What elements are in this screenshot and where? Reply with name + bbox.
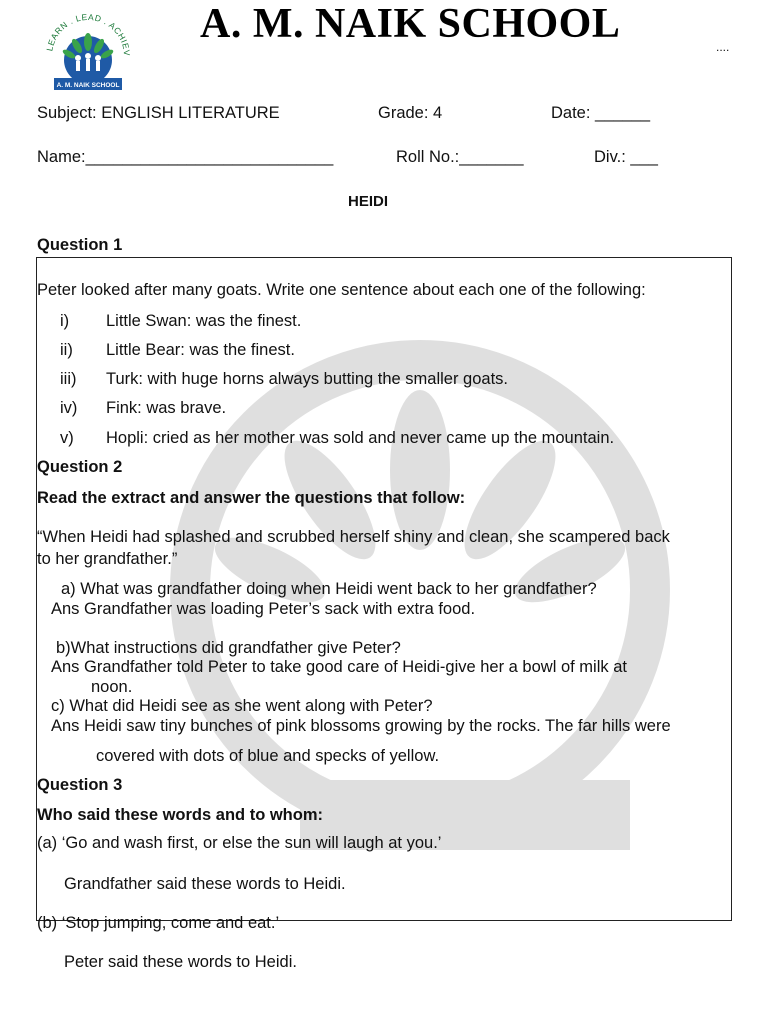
quote-b: (b) ‘Stop jumping, come and eat.’ [37,914,280,932]
question-3-instruction: Who said these words and to whom: [37,806,324,824]
subject-field: Subject: ENGLISH LITERATURE [37,104,280,122]
list-item-text: Fink: was brave. [106,399,227,417]
answer-2c-line-2: covered with dots of blue and specks of yellow. [96,747,440,765]
svg-text:A. M. NAIK SCHOOL: A. M. NAIK SCHOOL [56,82,120,89]
question-2b: b)What instructions did grandfather give Peter? [56,639,401,657]
list-item-text: Hopli: cried as her mother was sold and never came up the mountain. [106,429,615,447]
school-name: A. M. NAIK SCHOOL [200,1,621,47]
corner-dots: .... [716,40,730,54]
question-2a: a) What was grandfather doing when Heidi went back to her grandfather? [61,580,597,598]
list-item-number: v) [60,429,74,447]
page-title: HEIDI [348,193,389,210]
question-3-heading: Question 3 [37,776,123,794]
list-item-number: ii) [60,341,73,359]
grade-field: Grade: 4 [378,104,443,122]
extract-line-2: to her grandfather.” [37,550,178,568]
question-2c: c) What did Heidi see as she went along with Peter? [51,697,433,715]
quote-a: (a) ‘Go and wash first, or else the sun will laugh at you.’ [37,834,442,852]
list-item-text: Turk: with huge horns always butting the smaller goats. [106,370,509,388]
svg-text:LEARN . LEAD . ACHIEVE: LEARN . LEAD . ACHIEV [44,11,133,57]
list-item-text: Little Bear: was the finest. [106,341,295,359]
answer-2c-line-1: Ans Heidi saw tiny bunches of pink blossoms growing by the rocks. The far hills were [51,717,671,735]
div-field: Div.: ___ [594,148,658,166]
answer-2b-line-2: noon. [91,678,133,696]
list-item-number: iv) [60,399,78,417]
list-item-number: iii) [60,370,77,388]
roll-field: Roll No.:_______ [396,148,524,166]
answer-3a: Grandfather said these words to Heidi. [64,875,346,893]
question-2-heading: Question 2 [37,458,123,476]
answer-3b: Peter said these words to Heidi. [64,953,297,971]
answer-2b-line-1: Ans Grandfather told Peter to take good care of Heidi-give her a bowl of milk at [51,658,627,676]
question-1-heading: Question 1 [37,236,123,254]
list-item-text: Little Swan: was the finest. [106,312,302,330]
question-2-instruction: Read the extract and answer the questions that follow: [37,489,466,507]
extract-line-1: “When Heidi had splashed and scrubbed herself shiny and clean, she scampered back [37,528,670,546]
date-field: Date: ______ [551,104,651,122]
answer-2a: Ans Grandfather was loading Peter’s sack with extra food. [51,600,476,618]
list-item-number: i) [60,312,70,330]
school-logo [38,6,136,92]
question-1-prompt: Peter looked after many goats. Write one sentence about each one of the following: [37,281,646,299]
name-field: Name:___________________________ [37,148,334,166]
